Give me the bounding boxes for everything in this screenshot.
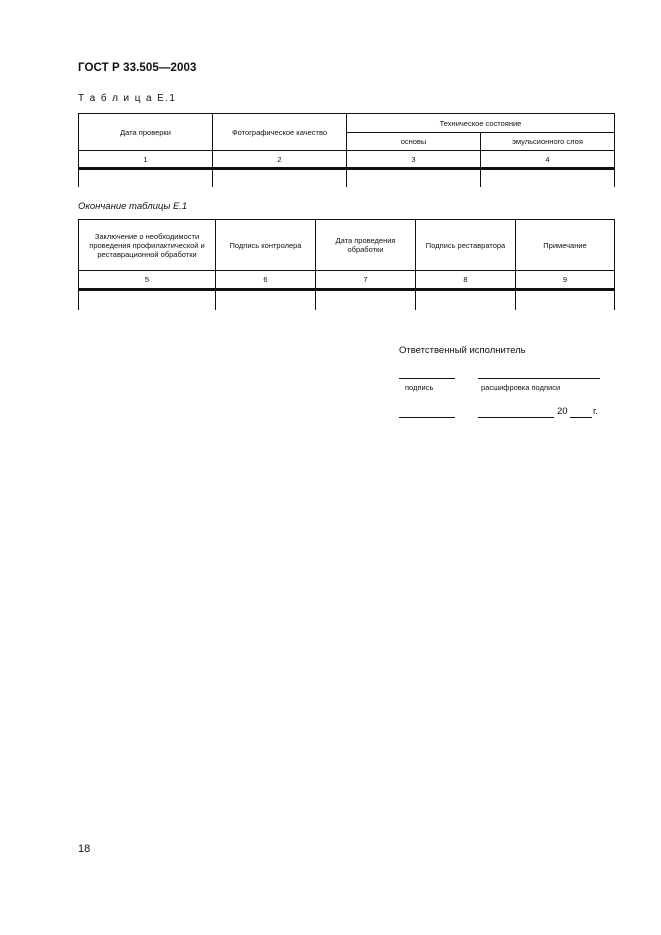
table-e1	[78, 113, 615, 187]
column-number: 1	[79, 151, 213, 169]
column-number: 2	[213, 151, 347, 169]
date-line	[399, 417, 455, 418]
table-e1-continuation	[78, 219, 615, 310]
table-cell	[79, 169, 213, 188]
table-caption: Т а б л и ц а Е.1	[78, 93, 177, 104]
responsible-executor-title: Ответственный исполнитель	[399, 345, 526, 356]
header-cell-emulsion-layer: эмульсионного слоя	[481, 133, 615, 151]
column-number: 3	[347, 151, 481, 169]
table-continuation-caption: Окончание таблицы Е.1	[78, 201, 188, 212]
table-cell	[79, 290, 216, 311]
column-number: 7	[316, 271, 416, 290]
table-number-row	[79, 151, 615, 169]
header-cell-controller-signature: Подпись контролера	[216, 220, 316, 271]
year-prefix: 20	[557, 406, 568, 417]
header-cell-photo-quality: Фотографическое качество	[213, 114, 347, 151]
column-number: 8	[416, 271, 516, 290]
page-number: 18	[78, 843, 91, 855]
document-header: ГОСТ Р 33.505—2003	[78, 62, 197, 74]
table-number-row	[79, 271, 615, 290]
header-cell-technical-state: Техническое состояние	[347, 114, 615, 133]
header-cell-note: Примечание	[516, 220, 615, 271]
column-number: 9	[516, 271, 615, 290]
table-cell	[481, 169, 615, 188]
year-line	[570, 417, 592, 418]
decipher-line	[478, 378, 600, 379]
table-cell	[516, 290, 615, 311]
decipher-label: расшифровка подписи	[481, 383, 561, 392]
table-header-row	[79, 220, 615, 271]
header-cell-check-date: Дата проверки	[79, 114, 213, 151]
table-row	[79, 290, 615, 311]
column-number: 6	[216, 271, 316, 290]
date-line	[478, 417, 554, 418]
table-cell	[216, 290, 316, 311]
header-cell-conclusion: Заключение о необходимости проведения профилактической и реставрационной обработки	[79, 220, 216, 271]
column-number: 5	[79, 271, 216, 290]
table-cell	[416, 290, 516, 311]
table-row	[79, 169, 615, 188]
year-suffix: г.	[593, 406, 598, 417]
signature-line	[399, 378, 455, 379]
header-cell-processing-date: Дата проведения обработки	[316, 220, 416, 271]
header-cell-base: основы	[347, 133, 481, 151]
signature-label: подпись	[405, 383, 434, 392]
table-header-row	[79, 114, 615, 133]
table-cell	[316, 290, 416, 311]
header-cell-restorer-signature: Подпись реставратора	[416, 220, 516, 271]
column-number: 4	[481, 151, 615, 169]
table-cell	[347, 169, 481, 188]
table-cell	[213, 169, 347, 188]
